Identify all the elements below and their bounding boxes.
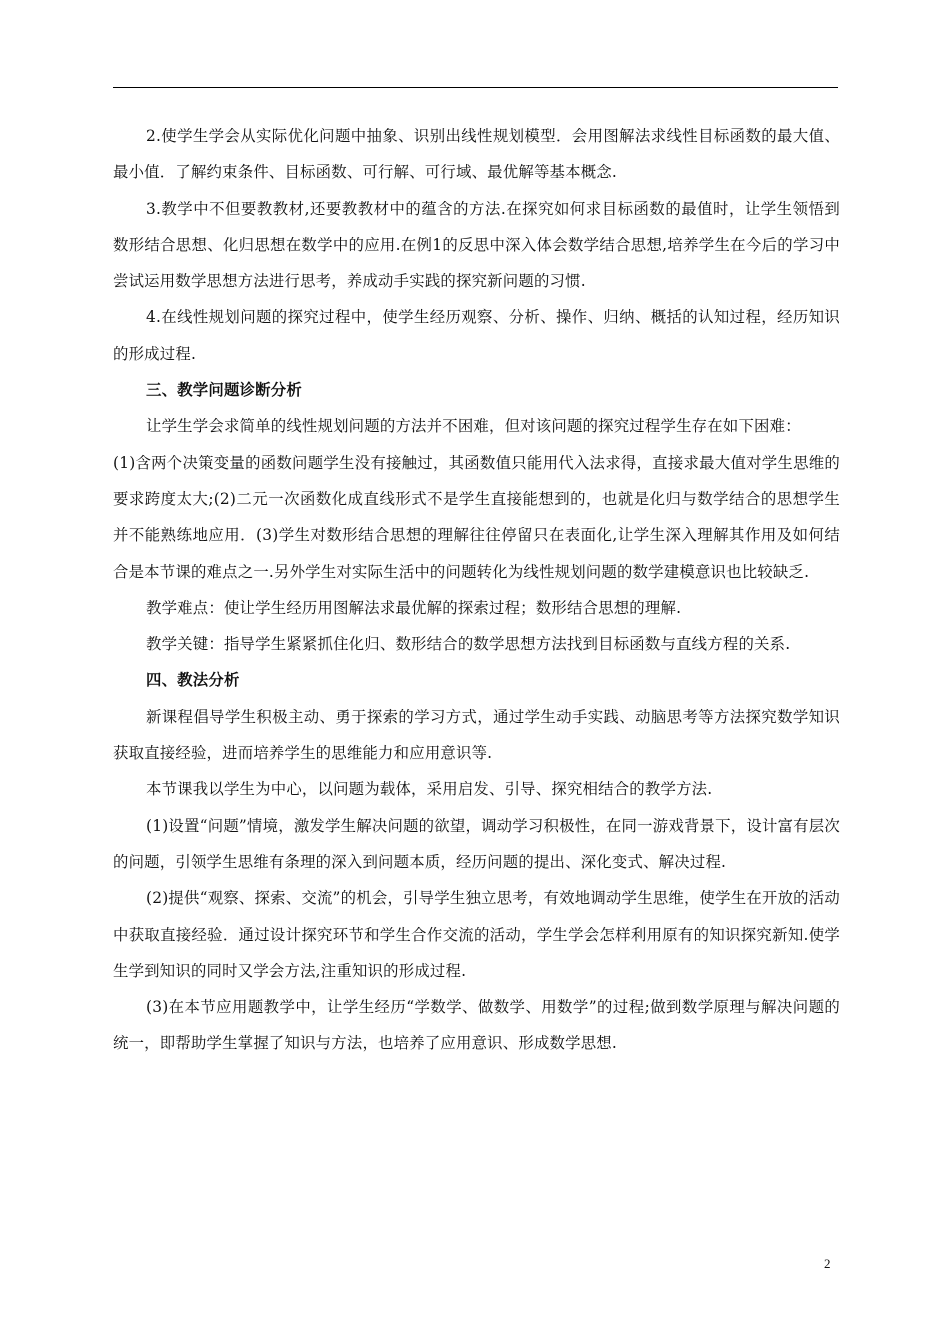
section-heading-diagnosis: 三、教学问题诊断分析	[146, 381, 302, 400]
paragraph-goal-2: 2.使学生学会从实际优化问题中抽象、识别出线性规划模型．会用图解法求线性目标函数的最大值、最小值．了解约束条件、目标函数、可行解、可行域、最优解等基本概念.	[113, 127, 840, 182]
paragraph-goal-3: 3.教学中不但要教教材,还要教教材中的蕴含的方法.在探究如何求目标函数的最值时，让学生领悟到数形结合思想、化归思想在数学中的应用.在例1的反思中深入体会数学结合思想,培养学生在今后的学习中尝试运用数学思想方法进行思考，养成动手实践的探究新问题的习惯.	[113, 199, 840, 291]
header-rule	[113, 87, 838, 88]
document-body	[113, 118, 840, 1062]
paragraph-method-intro: 新课程倡导学生积极主动、勇于探索的学习方式，通过学生动手实践、动脑思考等方法探究数学知识获取直接经验，进而培养学生的思维能力和应用意识等.	[113, 707, 840, 763]
paragraph-teaching-difficulty: 教学难点：使让学生经历用图解法求最优解的探索过程；数形结合思想的理解.	[146, 598, 682, 617]
section-heading-method: 四、教法分析	[146, 671, 240, 690]
paragraph-difficulty-list: (1)含两个决策变量的函数问题学生没有接触过，其函数值只能用代入法求得，直接求最大值对学生思维的要求跨度太大;(2)二元一次函数化成直线形式不是学生直接能想到的，也就是化归与数学结合的思想学生并不能熟练地应用．(3)学生对数形结合思想的理解往往停留只在表面化,让学生深入理解其作用及如何结合是本节课的难点之一.另外学生对实际生活中的问题转化为线性规划问题的数学建模意识也比较缺乏.	[113, 453, 840, 581]
paragraph-method-3: (3)在本节应用题教学中，让学生经历“学数学、做数学、用数学”的过程;做到数学原理与解决问题的统一，即帮助学生掌握了知识与方法，也培养了应用意识、形成数学思想.	[113, 998, 840, 1053]
paragraph-goal-4: 4.在线性规划问题的探究过程中，使学生经历观察、分析、操作、归纳、概括的认知过程，经历知识的形成过程.	[113, 308, 840, 363]
paragraph-method-2: (2)提供“观察、探索、交流”的机会，引导学生独立思考，有效地调动学生思维，使学生在开放的活动中获取直接经验．通过设计探究环节和学生合作交流的活动，学生学会怎样利用原有的知识探究新知.使学生学到知识的同时又学会方法,注重知识的形成过程.	[113, 889, 840, 980]
paragraph-method-approach: 本节课我以学生为中心，以问题为载体，采用启发、引导、探究相结合的教学方法.	[146, 780, 713, 799]
paragraph-difficulty-intro: 让学生学会求简单的线性规划问题的方法并不困难，但对该问题的探究过程学生存在如下困难：	[146, 417, 801, 436]
paragraph-method-1: (1)设置“问题”情境，激发学生解决问题的欲望，调动学习积极性，在同一游戏背景下，设计富有层次的问题，引领学生思维有条理的深入到问题本质，经历问题的提出、深化变式、解决过程.	[113, 816, 840, 871]
paragraph-teaching-key: 教学关键：指导学生紧紧抓住化归、数形结合的数学思想方法找到目标函数与直线方程的关系.	[146, 635, 791, 654]
page-number: 2	[824, 1256, 831, 1271]
